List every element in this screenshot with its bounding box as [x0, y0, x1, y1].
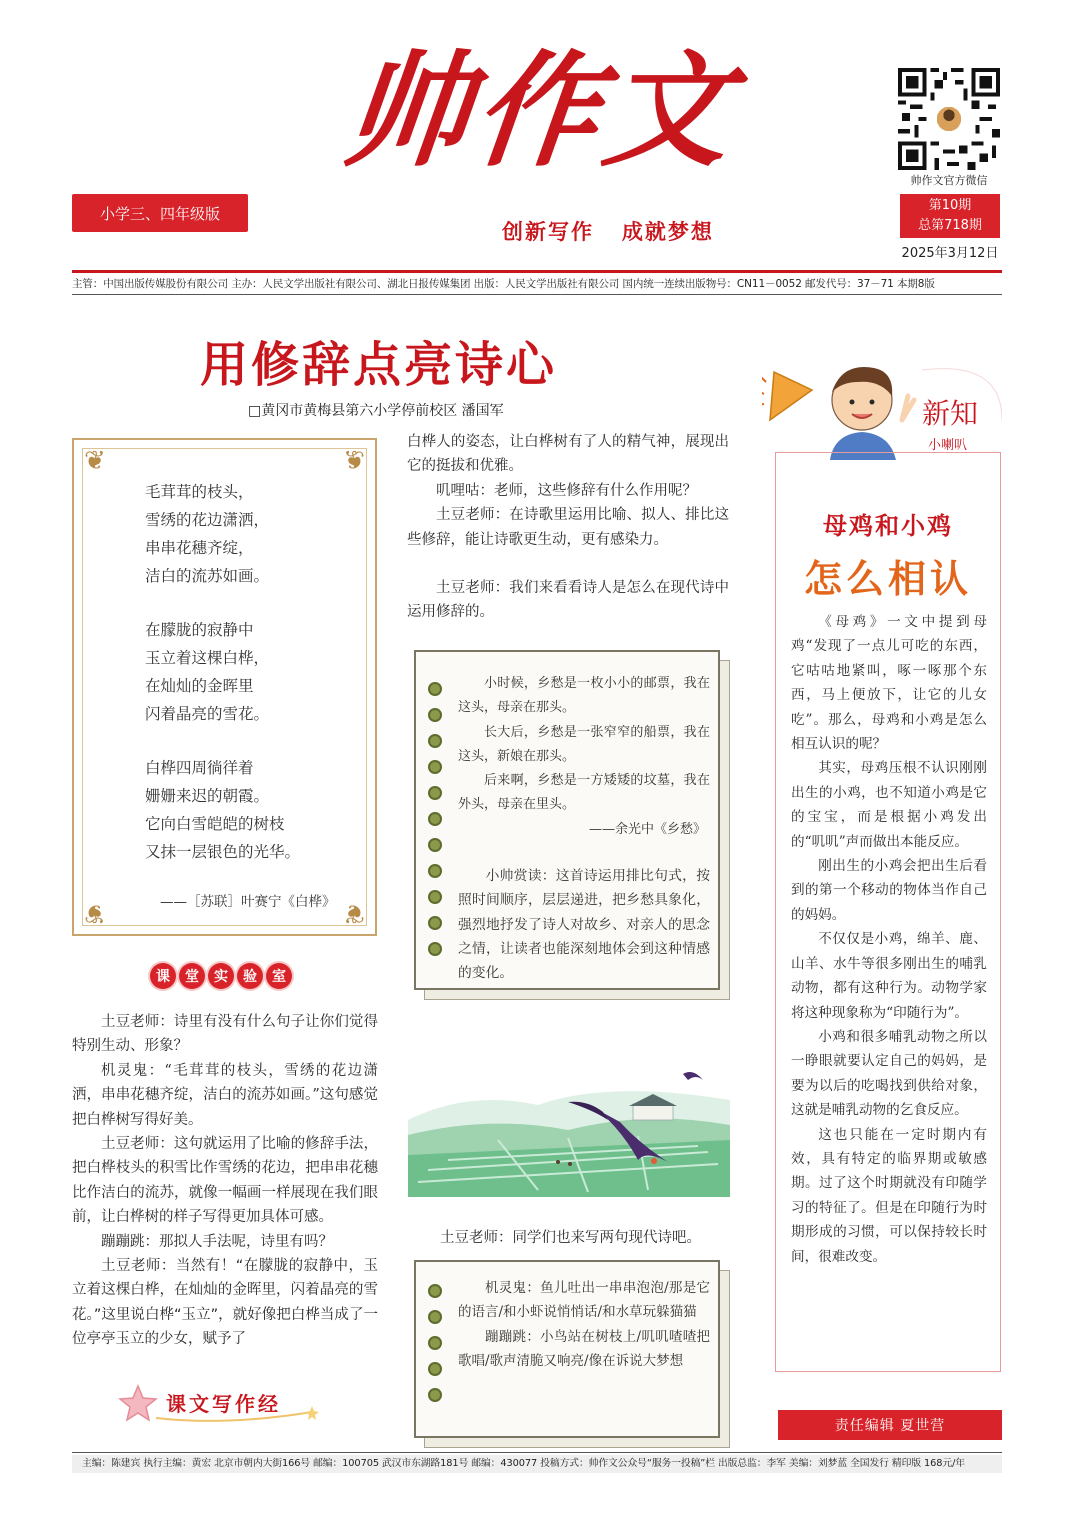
ornament-corner-icon: ❦ — [343, 446, 365, 476]
edition-badge: 小学三、四年级版 — [72, 194, 248, 232]
lab-tag-char: 实 — [208, 963, 234, 989]
binder-ring-icon — [428, 916, 442, 930]
poem-line: 串串花穗齐绽， — [145, 539, 254, 557]
footer-divider — [72, 1452, 1002, 1453]
knowledge-banner-title: 新知 — [922, 397, 979, 430]
ornament-corner-icon: ❦ — [343, 898, 365, 928]
issue-badge — [900, 194, 1000, 238]
student-poems — [458, 1276, 710, 1373]
issue-number: 第10期 — [928, 198, 972, 213]
poem-line: 在灿灿的金晖里 — [145, 677, 254, 695]
poem-line: 它向白雪皑皑的树枝 — [145, 815, 285, 833]
poem-stanza: 长大后，乡愁是一张窄窄的船票，我在这头，新娘在那头。 — [458, 724, 710, 764]
poem-line: 洁白的流苏如画。 — [145, 567, 270, 585]
article-column-1 — [72, 1010, 378, 1352]
comment-paragraph: 小帅赏读：这首诗运用排比句式，按照时间顺序，层层递进，把乡愁具象化，强烈地抒发了诗人对故乡、对亲人的思念之情，让读者也能深刻地体会到这种情感的变化。 — [458, 868, 710, 982]
masthead-logo: 帅作文 — [337, 39, 743, 184]
dialogue-paragraph: 土豆老师：我们来看看诗人是怎么在现代诗中运用修辞的。 — [407, 580, 729, 621]
poem-line: 又抹一层银色的光华。 — [145, 843, 301, 861]
binder-ring-icon — [428, 890, 442, 904]
lab-tag-char: 室 — [266, 963, 292, 989]
poem-line: 玉立着这棵白桦， — [145, 649, 270, 667]
appreciation-comment — [458, 864, 710, 985]
classroom-lab-tag — [150, 963, 292, 989]
student-poem: 机灵鬼：鱼儿吐出一串串泡泡/那是它的语言/和小虾说悄悄话/和水草玩躲猫猫 — [458, 1280, 710, 1321]
sidebar-paragraph: 不仅仅是小鸡，绵羊、鹿、山羊、水牛等很多刚出生的哺乳动物，都有这种行为。动物学家将这种现象称为“印随行为”。 — [791, 931, 987, 1021]
masthead-slogan: 创新写作 成就梦想 — [502, 220, 714, 244]
sidebar-paragraph: 这也只能在一定时期内有效，具有特定的临界期或敏感期。过了这个时期就没有印随学习的特征了。但是在印随行为时期形成的习惯，可以保持较长时间，很难改变。 — [791, 1126, 987, 1265]
ornament-corner-icon: ❦ — [84, 898, 106, 928]
closing-prompt: 土豆老师：同学们也来写两句现代诗吧。 — [440, 1230, 701, 1246]
footer-info: 主编：陈建宾 执行主编：黄宏 北京市朝内大街166号 邮编：100705 武汉市东湖路181号 邮编：430077 投稿方式：帅作文公众号“服务一投稿”栏 出版总监：李军 美编：刘梦蓝 全国发行 精印版 168元/年 — [72, 1455, 1002, 1473]
continued-paragraph: 白桦人的姿态，让白桦树有了人的精气神，展现出它的挺拔和优雅。 — [407, 434, 729, 475]
lab-tag-char: 课 — [150, 963, 176, 989]
student-poem: 蹦蹦跳：小鸟站在树枝上/叽叽喳喳把歌唱/歌声清脆又响亮/像在诉说大梦想 — [458, 1328, 710, 1369]
qr-code-icon[interactable] — [898, 68, 1000, 170]
poem-body — [145, 478, 365, 892]
poem-line: 雪绣的花边潇洒， — [145, 511, 270, 529]
poem-line: 白桦四周徜徉着 — [145, 759, 254, 777]
issue-date: 2025年3月12日 — [901, 246, 999, 261]
poem-stanza — [145, 478, 365, 590]
dialogue-paragraph: 土豆老师：这句就运用了比喻的修辞手法，把白桦枝头的积雪比作雪绣的花边，把串串花穗比作洁白的流苏，就像一幅画一样展现在我们眼前，让白桦树的样子写得更加具体可感。 — [72, 1136, 378, 1226]
binder-ring-icon — [428, 942, 442, 956]
dialogue-paragraph: 叽哩咕：老师，这些修辞有什么作用呢？ — [436, 482, 697, 499]
lab-tag-char: 堂 — [179, 963, 205, 989]
knowledge-banner-subtitle: 小喇叭 — [928, 438, 968, 453]
binder-ring-icon — [428, 760, 442, 774]
binder-ring-icon — [428, 786, 442, 800]
poem-stanza — [145, 754, 365, 866]
article-column-2 — [407, 430, 729, 625]
ornament-corner-icon: ❦ — [84, 446, 106, 476]
dialogue-paragraph: 蹦蹦跳：那拟人手法呢，诗里有吗？ — [101, 1233, 333, 1250]
sidebar-paragraph: 小鸡和很多哺乳动物之所以一睁眼就要认定自己的妈妈，是要为以后的吃喝找到供给对象，这就是哺乳动物的乞食反应。 — [791, 1028, 987, 1119]
poem-source: ——［苏联］叶赛宁《白桦》 — [160, 894, 336, 910]
dialogue-paragraph: 土豆老师：当然有！“在朦胧的寂静中，玉立着这棵白桦，在灿灿的金晖里，闪着晶亮的雪花。”这里说白桦“玉立”，就好像把白桦当成了一位亭亭玉立的少女，赋予了 — [72, 1258, 378, 1348]
publisher-divider — [72, 294, 1002, 295]
binder-ring-icon — [428, 1362, 442, 1376]
sidebar-article — [791, 610, 987, 1269]
poem-line: 在朦胧的寂静中 — [145, 621, 254, 639]
sidebar-title-line1: 母鸡和小鸡 — [823, 512, 953, 540]
sidebar-title-line2: 怎么相认 — [803, 557, 972, 601]
dialogue-paragraph: 土豆老师：在诗歌里运用比喻、拟人、排比这些修辞，能让诗歌更生动，更有感染力。 — [407, 507, 729, 548]
poem-line: 姗姗来迟的朝霞。 — [145, 787, 270, 805]
article-headline: 用修辞点亮诗心 — [200, 337, 558, 393]
total-issue-number: 总第718期 — [918, 218, 982, 233]
sidebar-paragraph: 《母鸡》一文中提到母鸡“发现了一点儿可吃的东西，它咕咕地紧叫，啄一啄那个东西，马上便放下，让它的儿女吃”。那么，母鸡和小鸡是怎么相互认识的呢？ — [791, 614, 987, 753]
writing-tip-label: 课文写作经 — [166, 1392, 281, 1416]
poem-source: ——余光中《乡愁》 — [588, 821, 706, 837]
dialogue-paragraph: 机灵鬼：“毛茸茸的枝头，雪绣的花边潇洒，串串花穗齐绽，洁白的流苏如画。”这句感觉把白桦树写得好美。 — [72, 1062, 378, 1128]
binder-ring-icon — [428, 1310, 442, 1324]
poem-stanza: 小时候，乡愁是一枚小小的邮票，我在这头，母亲在那头。 — [458, 676, 710, 716]
sidebar-paragraph: 刚出生的小鸡会把出生后看到的第一个移动的物体当作自己的妈妈。 — [791, 858, 987, 923]
qr-caption: 帅作文官方微信 — [910, 174, 988, 187]
sidebar-paragraph: 其实，母鸡压根不认识刚刚出生的小鸡，也不知道小鸡是它的宝宝，而是根据小鸡发出的“叽叽”声而做出本能反应。 — [791, 760, 987, 850]
poem-stanza — [145, 616, 365, 728]
binder-ring-icon — [428, 682, 442, 696]
dialogue-paragraph: 土豆老师：诗里有没有什么句子让你们觉得特别生动、形象？ — [72, 1014, 378, 1055]
responsible-editor: 责任编辑 夏世营 — [778, 1410, 1002, 1440]
nostalgia-poem — [458, 672, 710, 842]
binder-ring-icon — [428, 1336, 442, 1350]
binder-ring-icon — [428, 1284, 442, 1298]
poem-line: 闪着晶亮的雪花。 — [145, 705, 270, 723]
binder-ring-icon — [428, 864, 442, 878]
binder-ring-icon — [428, 812, 442, 826]
poem-line: 毛茸茸的枝头， — [145, 483, 254, 501]
binder-ring-icon — [428, 708, 442, 722]
article-byline: □黄冈市黄梅县第六小学停前校区 潘国军 — [248, 403, 504, 419]
binder-ring-icon — [428, 838, 442, 852]
rice-field-swallow-illustration — [408, 1060, 730, 1197]
binder-ring-icon — [428, 1388, 442, 1402]
masthead-divider — [72, 270, 1002, 273]
binder-ring-icon — [428, 734, 442, 748]
poem-stanza: 后来啊，乡愁是一方矮矮的坟墓，我在外头，母亲在里头。 — [458, 773, 710, 813]
lab-tag-char: 验 — [237, 963, 263, 989]
publisher-info: 主管：中国出版传媒股份有限公司 主办：人民文学出版社有限公司、湖北日报传媒集团 出版：人民文学出版社有限公司 国内统一连续出版物号：CN11－0052 邮发代号：37－71 本期8版 — [72, 278, 935, 290]
